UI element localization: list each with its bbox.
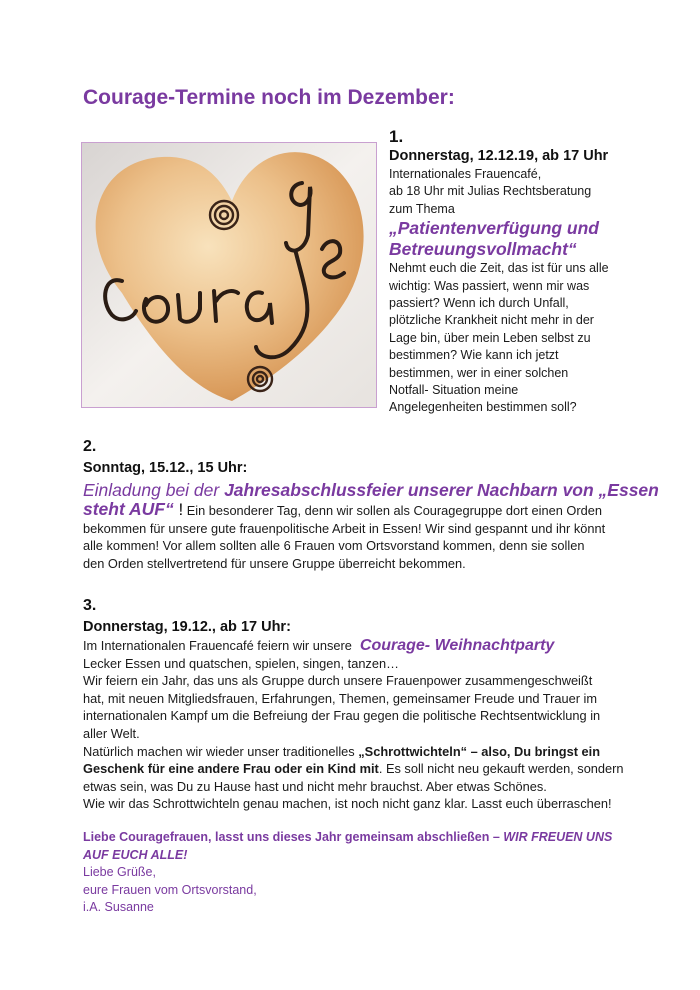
event-body-line: wichtig: Was passiert, wenn mir was bbox=[389, 278, 590, 293]
event-body-line: hat, mit neuen Mitgliedsfrauen, Erfahrungen, Themen, gemeinsamer Freude und Trauer im bbox=[83, 690, 598, 706]
event-body-line: aller Welt. bbox=[83, 725, 140, 741]
event-body-line: bestimmen, wer in einer solchen bbox=[389, 365, 569, 380]
event-body-line: Wie wir das Schrottwichteln genau machen, ist noch nicht ganz klar. Lasst euch überraschen! bbox=[83, 796, 612, 812]
wichtel-text: . Es soll nicht neu gekauft werden, sondern bbox=[378, 761, 624, 777]
closing-emphasis: AUF EUCH ALLE! bbox=[83, 847, 188, 862]
event-body-line: plötzliche Krankheit nicht mehr in der bbox=[389, 313, 594, 328]
event-detail: ab 18 Uhr mit Julias Rechtsberatung bbox=[389, 184, 592, 199]
event-body-line: Notfall- Situation meine bbox=[389, 383, 519, 398]
wichtel-bold: „Schrottwichteln“ – also, Du bringst ein bbox=[358, 743, 601, 759]
event-date: Sonntag, 15.12., 15 Uhr: bbox=[83, 460, 248, 476]
event-date: Donnerstag, 19.12., ab 17 Uhr: bbox=[83, 619, 291, 635]
heart-illustration bbox=[82, 143, 376, 407]
event-body-line bbox=[83, 637, 623, 655]
signature-name: i.A. Susanne bbox=[83, 900, 154, 915]
event-body-line bbox=[83, 501, 623, 520]
wichtel-bold: Geschenk für eine andere Frau oder ein Kind mit bbox=[83, 761, 379, 777]
event-body-line: internationalen Kampf um die Befreiung der Frau gegen die politische Rechtsentwicklung in bbox=[83, 708, 601, 724]
event-body-line: Wir feiern ein Jahr, das uns als Gruppe durch unsere Frauenpower zusammengeschweißt bbox=[83, 673, 593, 689]
event-number: 2. bbox=[83, 438, 97, 455]
event-detail: Internationales Frauencafé, bbox=[389, 167, 542, 181]
event-body-line: bestimmen? Wie kann ich jetzt bbox=[389, 348, 559, 363]
event-body-line: Lage bin, über mein Leben selbst zu bbox=[389, 330, 591, 345]
closing-line bbox=[83, 829, 623, 847]
event-body-line: den Orden stellvertretend für unsere Gruppe überreicht bekommen. bbox=[83, 555, 466, 571]
invitation-event: Jahresabschlussfeier unserer Nachbarn von „Essen bbox=[224, 480, 659, 500]
closing-line bbox=[83, 847, 623, 865]
event-body-line bbox=[83, 743, 623, 761]
event-body-line: passiert? Wenn ich durch Unfall, bbox=[389, 296, 569, 311]
event-invitation bbox=[83, 479, 659, 501]
closing bbox=[83, 829, 623, 917]
event-body-line: alle kommen! Vor allem sollten alle 6 Frauen vom Ortsvorstand kommen, denn sie sollen bbox=[83, 538, 585, 554]
event-body-line: Angelegenheiten bestimmen soll? bbox=[389, 400, 577, 415]
event-date: Donnerstag, 12.12.19, ab 17 Uhr bbox=[389, 148, 609, 164]
invitation-event: steht AUF“ bbox=[83, 499, 174, 519]
wichtel-intro: Natürlich machen wir wieder unser traditionelles bbox=[83, 743, 359, 759]
event-body-line: Nehmt euch die Zeit, das ist für uns alle bbox=[389, 261, 609, 276]
event-number: 3. bbox=[83, 597, 97, 614]
closing-text: Liebe Couragefrauen, lasst uns dieses Jahr gemeinsam abschließen – bbox=[83, 830, 504, 844]
event-body-text: Ein besonderer Tag, denn wir sollen als Couragegruppe dort einen Orden bbox=[183, 503, 602, 518]
event-detail: zum Thema bbox=[389, 201, 455, 216]
event-1 bbox=[389, 127, 669, 417]
event-body-line: etwas sein, was Du zu Hause hast und nicht mehr brauchst. Aber etwas Schönes. bbox=[83, 778, 547, 794]
exclamation: ! bbox=[173, 500, 184, 519]
courage-heart-photo bbox=[81, 142, 377, 408]
event-topic: „Patientenverfügung und bbox=[389, 218, 599, 239]
signoff: eure Frauen vom Ortsvorstand, bbox=[83, 882, 257, 897]
event-body-line: bekommen für unsere gute frauenpolitische Arbeit in Essen! Wir sind gespannt und ihr könnt bbox=[83, 520, 606, 536]
closing-emphasis: WIR FREUEN UNS bbox=[503, 830, 613, 844]
event-2 bbox=[83, 437, 659, 572]
page-title: Courage-Termine noch im Dezember: bbox=[83, 86, 455, 109]
event-topic: Betreuungsvollmacht“ bbox=[389, 239, 577, 260]
invitation-text: Einladung bei der bbox=[83, 480, 225, 500]
event-intro: Im Internationalen Frauencafé feiern wir unsere bbox=[83, 638, 352, 653]
event-3 bbox=[83, 596, 623, 813]
event-number: 1. bbox=[389, 127, 404, 146]
event-body-line: Lecker Essen und quatschen, spielen, singen, tanzen… bbox=[83, 655, 399, 671]
greeting: Liebe Grüße, bbox=[83, 865, 156, 880]
event-body-line bbox=[83, 760, 623, 778]
party-name: Courage- Weihnachtparty bbox=[359, 637, 555, 654]
